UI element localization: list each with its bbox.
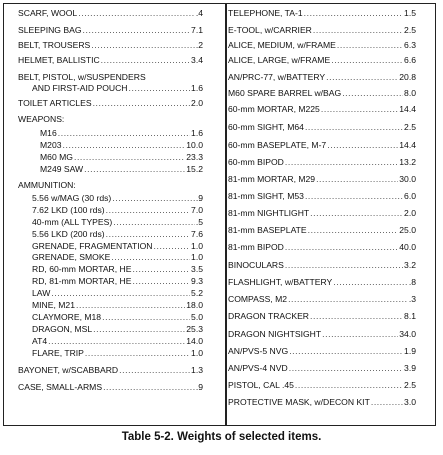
item-label: ALICE, MEDIUM, w/FRAME: [228, 40, 336, 50]
table-row: [228, 72, 416, 82]
item-label: 81-mm BASEPLATE: [228, 225, 307, 235]
item-weight: 18.0: [186, 300, 203, 310]
leader-dots: [337, 40, 403, 50]
item-weight: 14.4: [399, 104, 416, 114]
item-label: MINE, M21: [32, 300, 75, 310]
table-row: [40, 152, 203, 162]
item-label: PROTECTIVE MASK, w/DECON KIT: [228, 397, 370, 407]
leader-dots: [74, 152, 185, 162]
item-weight: .9: [195, 193, 203, 203]
table-row: [18, 55, 203, 65]
leader-dots: [78, 8, 195, 18]
item-label: GRENADE, FRAGMENTATION: [32, 241, 153, 251]
table-row: [32, 241, 203, 251]
item-label: SCARF, WOOL: [18, 8, 78, 18]
leader-dots: [326, 72, 398, 82]
item-weight: 1.6: [191, 128, 203, 138]
table-row: [18, 98, 203, 108]
table-heading: BELT, PISTOL, w/SUSPENDERS: [18, 72, 146, 82]
table-row: [228, 208, 416, 218]
item-label: 81-mm NIGHTLIGHT: [228, 208, 310, 218]
leader-dots: [285, 260, 403, 270]
item-weight: .8: [408, 277, 416, 287]
item-weight: 1.0: [191, 252, 203, 262]
table-row: [32, 193, 203, 203]
item-weight: 3.5: [191, 264, 203, 274]
item-label: TELEPHONE, TA-1: [228, 8, 303, 18]
item-weight: 1.0: [191, 241, 203, 251]
item-label: 40-mm (ALL TYPES): [32, 217, 113, 227]
table-row: [32, 252, 203, 262]
item-label: AT4: [32, 336, 48, 346]
leader-dots: [63, 140, 186, 150]
item-label: M203: [40, 140, 62, 150]
item-weight: 7.1: [191, 25, 203, 35]
leader-dots: [310, 311, 403, 321]
item-weight: .3: [408, 294, 416, 304]
item-label: 60-mm SIGHT, M64: [228, 122, 304, 132]
item-weight: 1.0: [191, 348, 203, 358]
leader-dots: [333, 277, 408, 287]
leader-dots: [58, 128, 190, 138]
item-label: TOILET ARTICLES: [18, 98, 92, 108]
leader-dots: [93, 98, 190, 108]
leader-dots: [112, 193, 195, 203]
item-label: GRENADE, SMOKE: [32, 252, 111, 262]
item-weight: 5.2: [191, 288, 203, 298]
item-weight: .5: [195, 217, 203, 227]
leader-dots: [342, 88, 403, 98]
item-label: LAW: [32, 288, 51, 298]
leader-dots: [313, 25, 403, 35]
item-label: PISTOL, CAL .45: [228, 380, 294, 390]
leader-dots: [132, 276, 190, 286]
table-row: [32, 336, 203, 346]
table-row: [228, 55, 416, 65]
item-label: ALICE, LARGE, w/FRAME: [228, 55, 331, 65]
item-weight: 2.5: [404, 380, 416, 390]
leader-dots: [289, 363, 403, 373]
table-row: [228, 8, 416, 18]
item-weight: 14.0: [186, 336, 203, 346]
leader-dots: [101, 55, 190, 65]
table-row: [18, 382, 203, 392]
table-row: [18, 365, 203, 375]
leader-dots: [285, 157, 398, 167]
item-weight: 9.3: [191, 276, 203, 286]
table-row: [32, 217, 203, 227]
leader-dots: [103, 382, 195, 392]
table-row: [32, 264, 203, 274]
item-weight: 7.6: [191, 229, 203, 239]
leader-dots: [327, 140, 398, 150]
leader-dots: [76, 300, 185, 310]
item-weight: 15.2: [186, 164, 203, 174]
table-row: [40, 128, 203, 138]
item-weight: 7.0: [191, 205, 203, 215]
item-weight: 30.0: [399, 174, 416, 184]
item-label: M16: [40, 128, 57, 138]
table-row: [228, 225, 416, 235]
item-label: AN/PVS-4 NVD: [228, 363, 288, 373]
table-heading: AMMUNITION:: [18, 180, 76, 190]
item-label: DRAGON, MSL: [32, 324, 93, 334]
item-label: BAYONET, w/SCABBARD: [18, 365, 119, 375]
item-label: CLAYMORE, M18: [32, 312, 102, 322]
table-row: [32, 83, 203, 93]
item-label: 5.56 w/MAG (30 rds): [32, 193, 112, 203]
leader-dots: [308, 225, 399, 235]
table-row: [228, 122, 416, 132]
table-row: [228, 380, 416, 390]
item-label: AND FIRST-AID POUCH: [32, 83, 128, 93]
leader-dots: [91, 40, 195, 50]
leader-dots: [288, 294, 408, 304]
item-weight: 2.5: [404, 122, 416, 132]
leader-dots: [153, 241, 190, 251]
table-row: [228, 242, 416, 252]
item-weight: 6.3: [404, 40, 416, 50]
table-row: [40, 140, 203, 150]
leader-dots: [371, 397, 403, 407]
item-label: 5.56 LKD (200 rds): [32, 229, 105, 239]
weights-table: [3, 3, 436, 426]
table-row: [228, 157, 416, 167]
item-label: SLEEPING BAG: [18, 25, 82, 35]
item-weight: 2.0: [404, 208, 416, 218]
leader-dots: [289, 346, 403, 356]
item-weight: 14.4: [399, 140, 416, 150]
item-label: RD, 81-mm MORTAR, HE: [32, 276, 132, 286]
table-row: [228, 40, 416, 50]
table-row: [228, 277, 416, 287]
item-weight: 2.0: [191, 98, 203, 108]
item-label: AN/PVS-5 NVG: [228, 346, 289, 356]
item-weight: 2.5: [404, 25, 416, 35]
item-weight: 3.4: [191, 55, 203, 65]
item-weight: 3.9: [404, 363, 416, 373]
item-label: CASE, SMALL-ARMS: [18, 382, 103, 392]
item-weight: 1.5: [404, 8, 416, 18]
item-label: E-TOOL, w/CARRIER: [228, 25, 312, 35]
table-row: [32, 276, 203, 286]
item-weight: 1.3: [191, 365, 203, 375]
leader-dots: [119, 365, 190, 375]
table-heading: WEAPONS:: [18, 114, 65, 124]
item-label: M60 MG: [40, 152, 73, 162]
item-label: RD, 60-mm MORTAR, HE: [32, 264, 132, 274]
item-weight: 3.0: [404, 397, 416, 407]
item-label: 60-mm BIPOD: [228, 157, 284, 167]
item-weight: 8.0: [404, 88, 416, 98]
item-label: M60 SPARE BARREL w/BAG: [228, 88, 342, 98]
leader-dots: [93, 324, 185, 334]
leader-dots: [106, 229, 190, 239]
item-weight: 34.0: [399, 329, 416, 339]
table-row: [228, 363, 416, 373]
leader-dots: [304, 8, 403, 18]
item-weight: 1.6: [191, 83, 203, 93]
table-row: [228, 397, 416, 407]
table-row: [18, 40, 203, 50]
item-label: 60-mm BASEPLATE, M-7: [228, 140, 327, 150]
item-label: COMPASS, M2: [228, 294, 288, 304]
leader-dots: [106, 205, 190, 215]
item-weight: 8.1: [404, 311, 416, 321]
table-row: [228, 311, 416, 321]
table-row: [228, 104, 416, 114]
item-weight: 23.3: [186, 152, 203, 162]
table-row: [228, 88, 416, 98]
table-caption: Table 5-2. Weights of selected items.: [121, 431, 322, 443]
leader-dots: [295, 380, 403, 390]
table-row: [228, 346, 416, 356]
leader-dots: [305, 191, 403, 201]
leader-dots: [83, 25, 191, 35]
table-row: [32, 205, 203, 215]
leader-dots: [321, 104, 398, 114]
item-label: BELT, TROUSERS: [18, 40, 91, 50]
column-divider: [225, 4, 227, 425]
table-row: [228, 260, 416, 270]
leader-dots: [51, 288, 190, 298]
leader-dots: [111, 252, 190, 262]
table-row: [32, 324, 203, 334]
leader-dots: [102, 312, 190, 322]
table-row: [32, 229, 203, 239]
item-label: 7.62 LKD (100 rds): [32, 205, 105, 215]
item-weight: 6.6: [404, 55, 416, 65]
leader-dots: [322, 329, 398, 339]
item-weight: .4: [195, 8, 203, 18]
table-row: [18, 8, 203, 18]
leader-dots: [316, 174, 398, 184]
table-row: [228, 294, 416, 304]
item-weight: 6.0: [404, 191, 416, 201]
item-weight: 40.0: [399, 242, 416, 252]
item-weight: 25.0: [399, 225, 416, 235]
table-row: [40, 164, 203, 174]
item-weight: 10.0: [186, 140, 203, 150]
item-label: 81-mm SIGHT, M53: [228, 191, 304, 201]
item-label: 81-mm MORTAR, M29: [228, 174, 316, 184]
leader-dots: [129, 83, 191, 93]
leader-dots: [113, 217, 195, 227]
item-label: HELMET, BALLISTIC: [18, 55, 100, 65]
item-weight: 25.3: [186, 324, 203, 334]
leader-dots: [331, 55, 403, 65]
table-row: [228, 174, 416, 184]
leader-dots: [48, 336, 185, 346]
item-label: BINOCULARS: [228, 260, 284, 270]
item-label: FLARE, TRIP: [32, 348, 84, 358]
item-weight: 20.8: [399, 72, 416, 82]
leader-dots: [285, 242, 398, 252]
leader-dots: [310, 208, 403, 218]
leader-dots: [84, 164, 185, 174]
item-weight: .9: [195, 382, 203, 392]
table-row: [32, 300, 203, 310]
table-row: [228, 191, 416, 201]
item-weight: .2: [195, 40, 203, 50]
item-label: AN/PRC-77, w/BATTERY: [228, 72, 326, 82]
item-label: DRAGON NIGHTSIGHT: [228, 329, 322, 339]
table-row: [228, 25, 416, 35]
table-row: [18, 25, 203, 35]
table-row: [32, 288, 203, 298]
leader-dots: [85, 348, 190, 358]
item-label: DRAGON TRACKER: [228, 311, 310, 321]
item-label: 81-mm BIPOD: [228, 242, 284, 252]
table-row: [32, 312, 203, 322]
item-weight: 3.2: [404, 260, 416, 270]
item-label: 60-mm MORTAR, M225: [228, 104, 320, 114]
item-label: FLASHLIGHT, w/BATTERY: [228, 277, 333, 287]
table-row: [228, 329, 416, 339]
item-weight: 1.9: [404, 346, 416, 356]
leader-dots: [305, 122, 403, 132]
leader-dots: [132, 264, 190, 274]
item-weight: 5.0: [191, 312, 203, 322]
item-label: M249 SAW: [40, 164, 84, 174]
table-row: [32, 348, 203, 358]
table-row: [228, 140, 416, 150]
item-weight: 13.2: [399, 157, 416, 167]
